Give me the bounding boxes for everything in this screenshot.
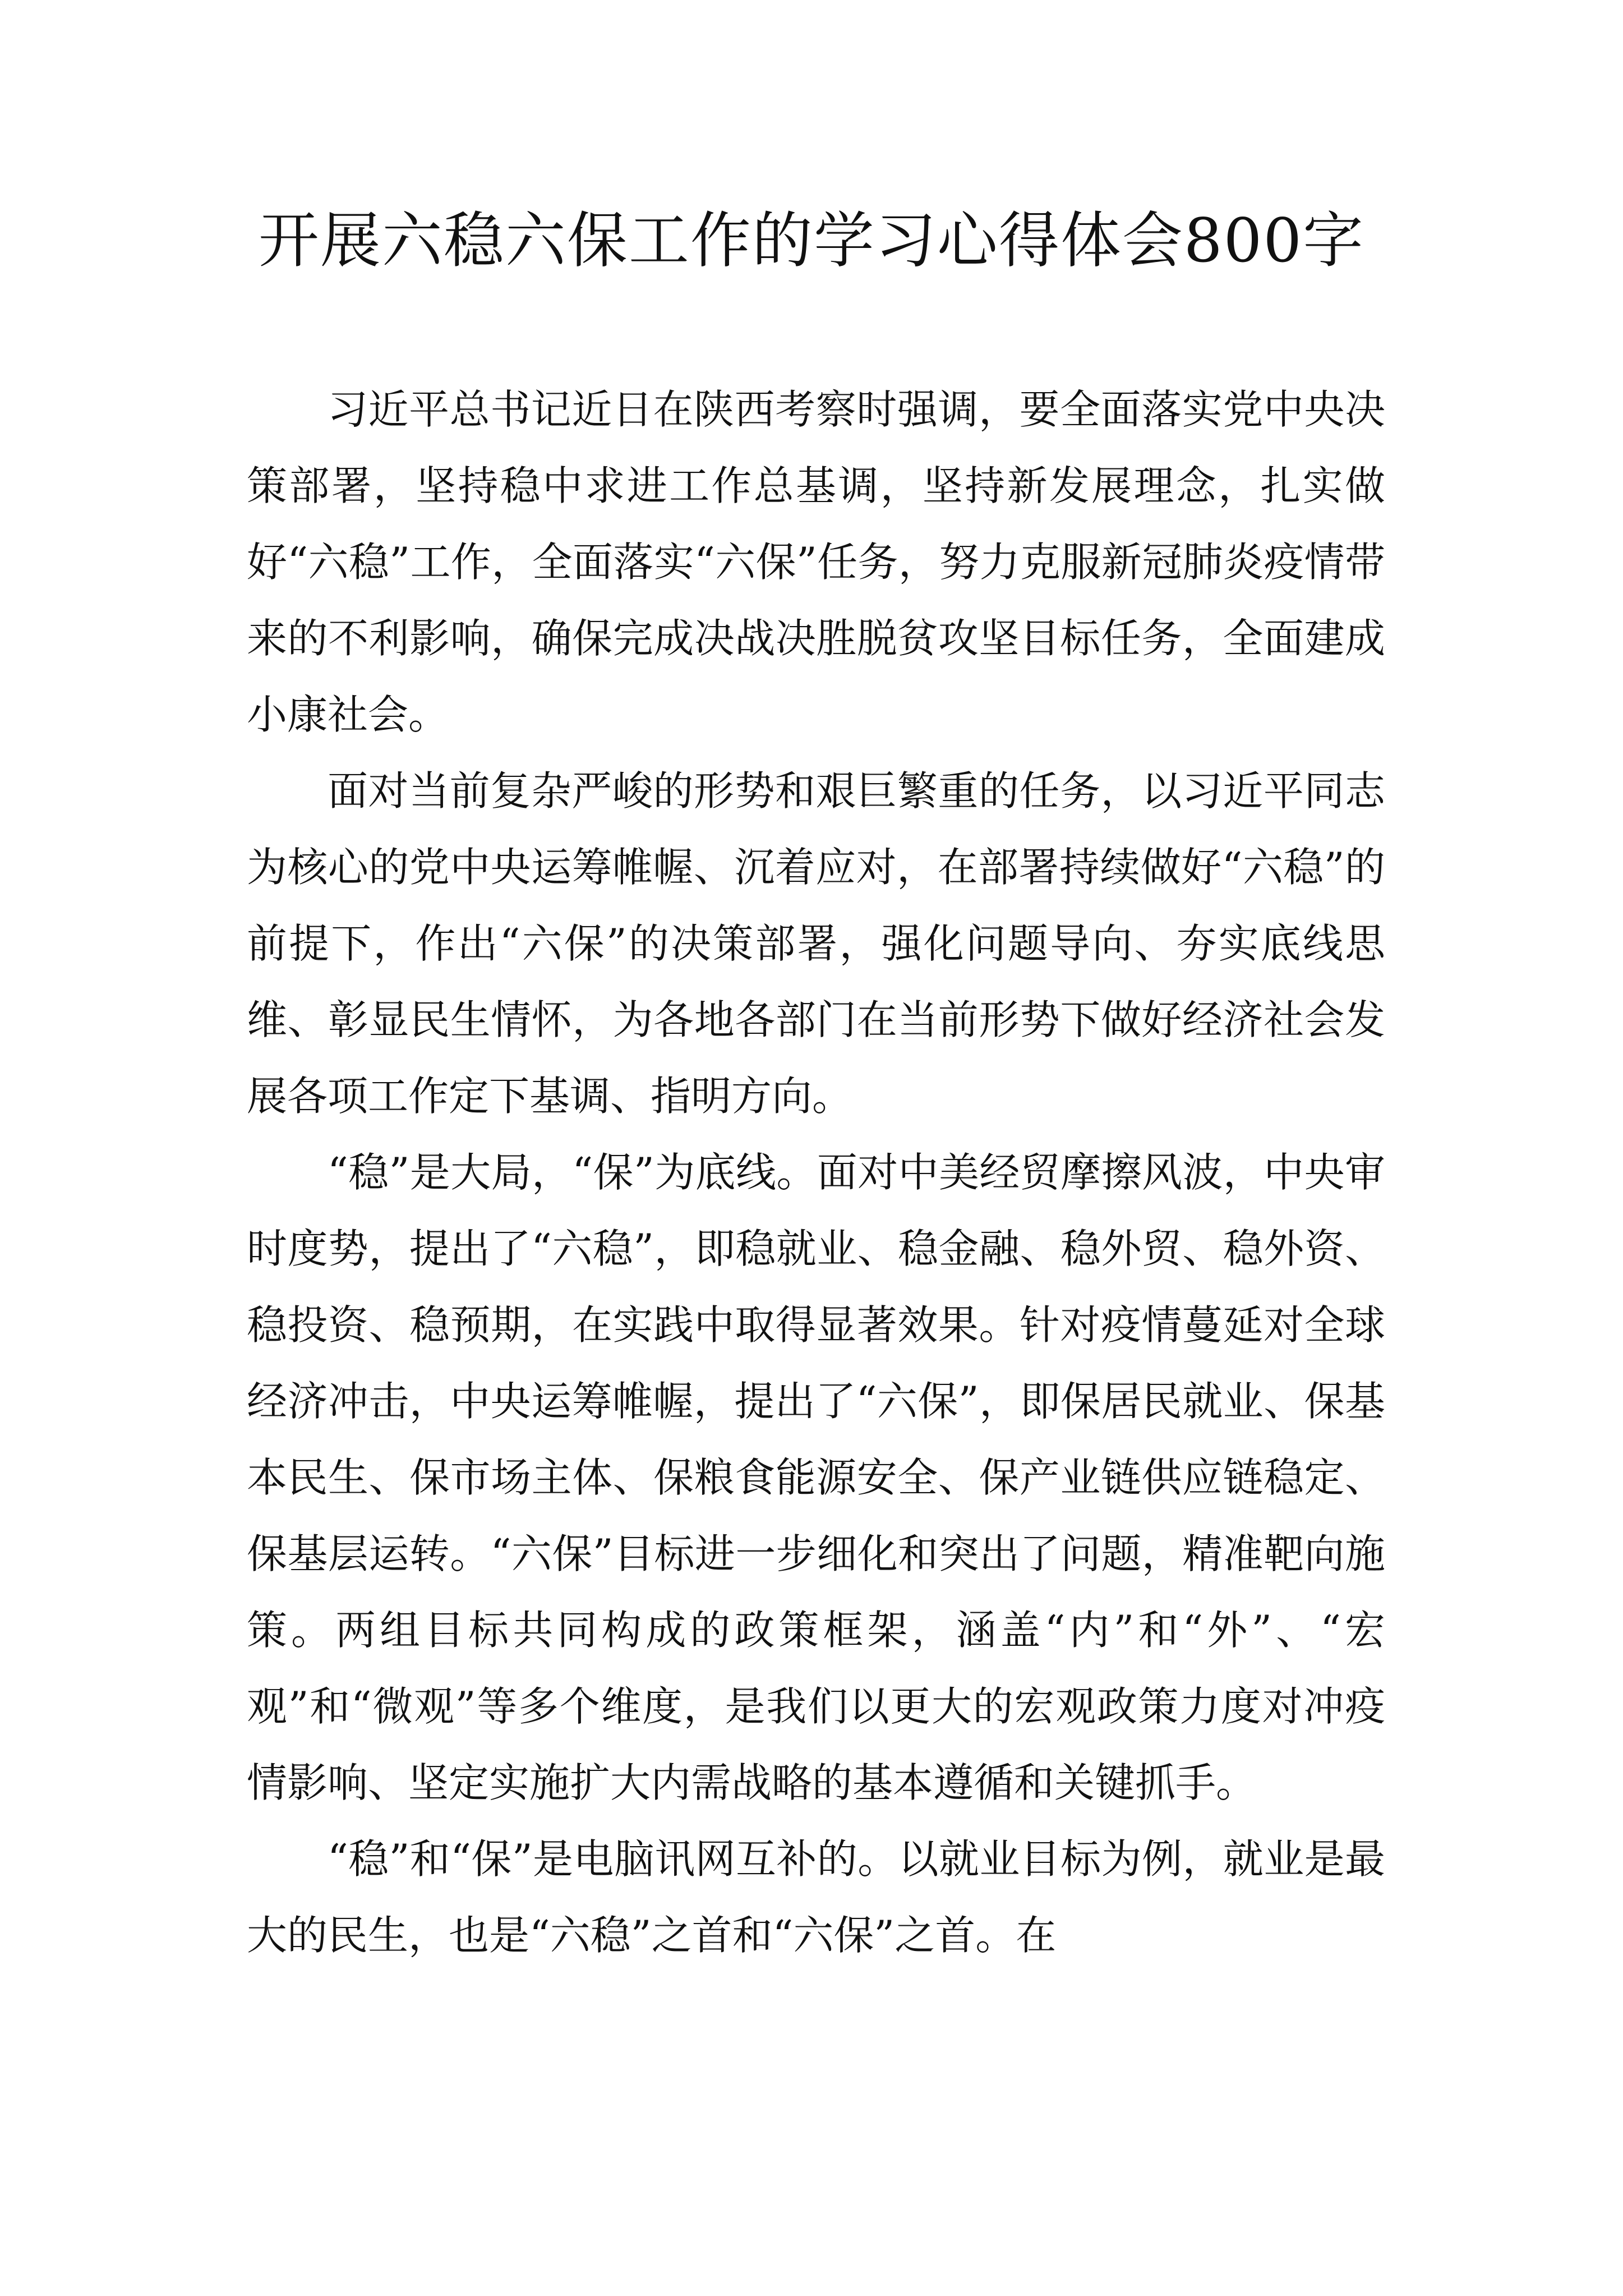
paragraph-2: 面对当前复杂严峻的形势和艰巨繁重的任务，以习近平同志为核心的党中央运筹帷幄、沉着应对，在部署持续做好“六稳”的前提下，作出“六保”的决策部署，强化问题导向、夯实底线思维、彰显民生情怀，为各地各部门在当前形势下做好经济社会发展各项工作定下基调、指明方向。 [247, 767, 1385, 1120]
paragraph-4: “稳”和“保”是电脑讯网互补的。以就业目标为例，就业是最大的民生，也是“六稳”之首和“六保”之首。在 [247, 1835, 1385, 1959]
paragraph-1: 习近平总书记近日在陕西考察时强调，要全面落实党中央决策部署，坚持稳中求进工作总基调，坚持新发展理念，扎实做好“六稳”工作，全面落实“六保”任务，努力克服新冠肺炎疫情带来的不利影响，确保完成决战决胜脱贫攻坚目标任务，全面建成小康社会。 [247, 386, 1385, 738]
document-title: 开展六稳六保工作的学习心得体会800字 [258, 206, 1365, 276]
paragraph-3: “稳”是大局，“保”为底线。面对中美经贸摩擦风波，中央审时度势，提出了“六稳”，即稳就业、稳金融、稳外贸、稳外资、稳投资、稳预期，在实践中取得显著效果。针对疫情蔓延对全球经济冲击，中央运筹帷幄，提出了“六保”，即保居民就业、保基本民生、保市场主体、保粮食能源安全、保产业链供应链稳定、保基层运转。“六保”目标进一步细化和突出了问题，精准靶向施策。两组目标共同构成的政策框架，涵盖“内”和“外”、“宏观”和“微观”等多个维度，是我们以更大的宏观政策力度对冲疫情影响、坚定实施扩大内需战略的基本遵循和关键抓手。 [247, 1149, 1385, 1806]
document-body [247, 371, 1385, 1973]
